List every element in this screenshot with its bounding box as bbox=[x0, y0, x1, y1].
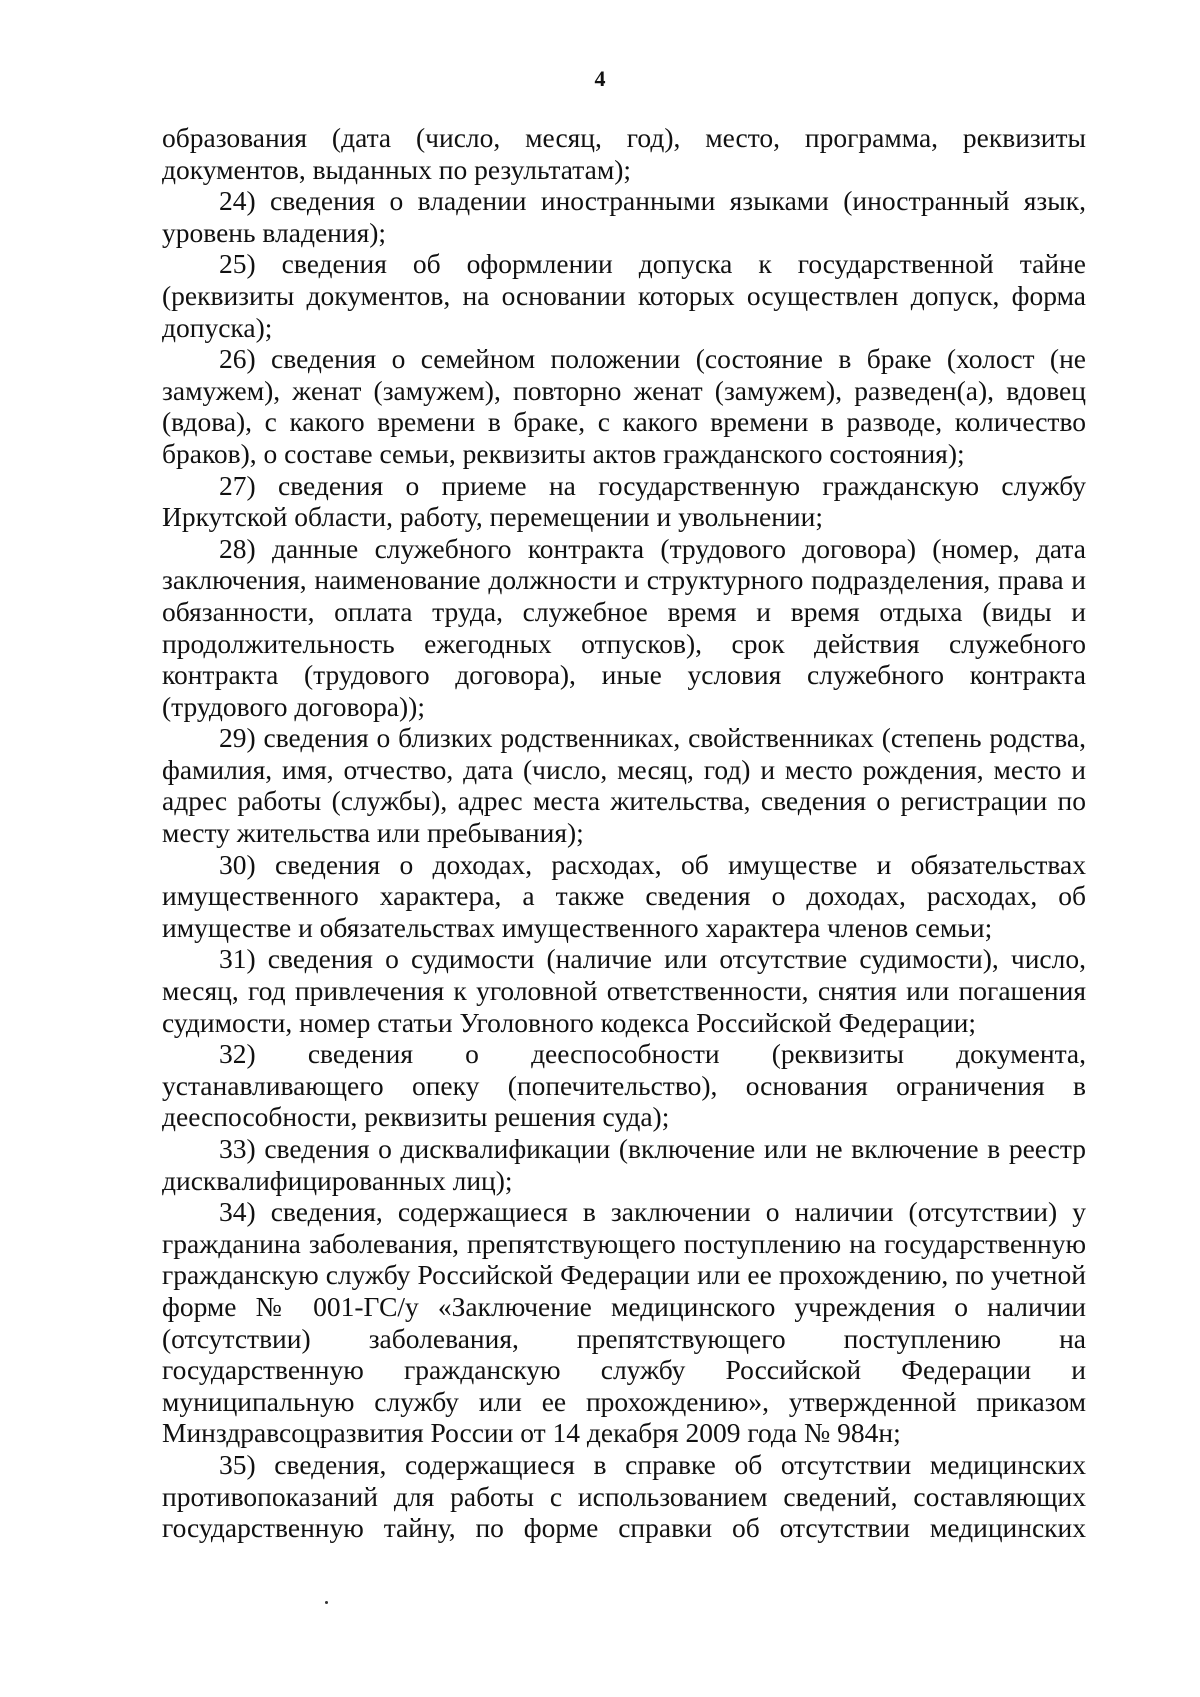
page-number: 4 bbox=[594, 66, 606, 91]
paragraph-item-30: 30) сведения о доходах, расходах, об имуществе и обязательствах имущественного характера, а также сведения о доходах, расходах, об имуществе и обязательствах имущественного характера членов семьи; bbox=[162, 848, 1086, 943]
paragraph-item-27: 27) сведения о приеме на государственную гражданскую службу Иркутской области, работу, перемещении и увольнении; bbox=[162, 469, 1086, 533]
document-body bbox=[162, 122, 1086, 1544]
paragraph-item-32: 32) сведения о дееспособности (реквизиты документа, устанавливающего опеку (попечительство), основания ограничения в дееспособности, реквизиты решения суда); bbox=[162, 1038, 1086, 1133]
scan-speck bbox=[325, 1601, 328, 1604]
paragraph-item-29: 29) сведения о близких родственниках, свойственниках (степень родства, фамилия, имя, отчество, дата (число, месяц, год) и место рождения, место и адрес работы (службы), адрес места жительства, сведения о регистрации по месту жительства или пребывания); bbox=[162, 722, 1086, 849]
paragraph-item-26: 26) сведения о семейном положении (состояние в браке (холост (не замужем), женат (замужем), повторно женат (замужем), разведен(а), вдовец (вдова), с какого времени в браке, с какого времени в разводе, количество браков), о составе семьи, реквизиты актов гражданского состояния); bbox=[162, 343, 1086, 469]
paragraph-item-28: 28) данные служебного контракта (трудового договора) (номер, дата заключения, наименование должности и структурного подразделения, права и обязанности, оплата труда, служебное время и время отдыха (виды и продолжительность ежегодных отпусков), срок действия служебного контракта (трудового договора), иные условия служебного контракта (трудового договора)); bbox=[162, 532, 1086, 722]
paragraph-item-35: 35) сведения, содержащиеся в справке об отсутствии медицинских противопоказаний для работы с использованием сведений, составляющих государственную тайну, по форме справки об отсутствии медицинских bbox=[162, 1448, 1086, 1544]
paragraph-item-33: 33) сведения о дисквалификации (включение или не включение в реестр дисквалифицированных лиц); bbox=[162, 1133, 1086, 1196]
paragraph-continuation: образования (дата (число, месяц, год), место, программа, реквизиты документов, выданных по результатам); bbox=[162, 122, 1086, 185]
paragraph-item-24: 24) сведения о владении иностранными языками (иностранный язык, уровень владения); bbox=[162, 185, 1086, 248]
paragraph-item-31: 31) сведения о судимости (наличие или отсутствие судимости), число, месяц, год привлечения к уголовной ответственности, снятия или погашения судимости, номер статьи Уголовного кодекса Российской Федерации; bbox=[162, 943, 1086, 1038]
paragraph-item-34: 34) сведения, содержащиеся в заключении о наличии (отсутствии) у гражданина заболевания, препятствующего поступлению на государственную гражданскую службу Российской Федерации или ее прохождению, по учетной форме № 001-ГС/у «Заключение медицинского учреждения о наличии (отсутствии) заболевания, препятствующего поступлению на государственную гражданскую службу Российской Федерации и муниципальную службу или ее прохождению», утвержденной приказом Минздравсоцразвития России от 14 декабря 2009 года № 984н; bbox=[162, 1196, 1086, 1449]
paragraph-item-25: 25) сведения об оформлении допуска к государственной тайне (реквизиты документов, на основании которых осуществлен допуск, форма допуска); bbox=[162, 248, 1086, 343]
